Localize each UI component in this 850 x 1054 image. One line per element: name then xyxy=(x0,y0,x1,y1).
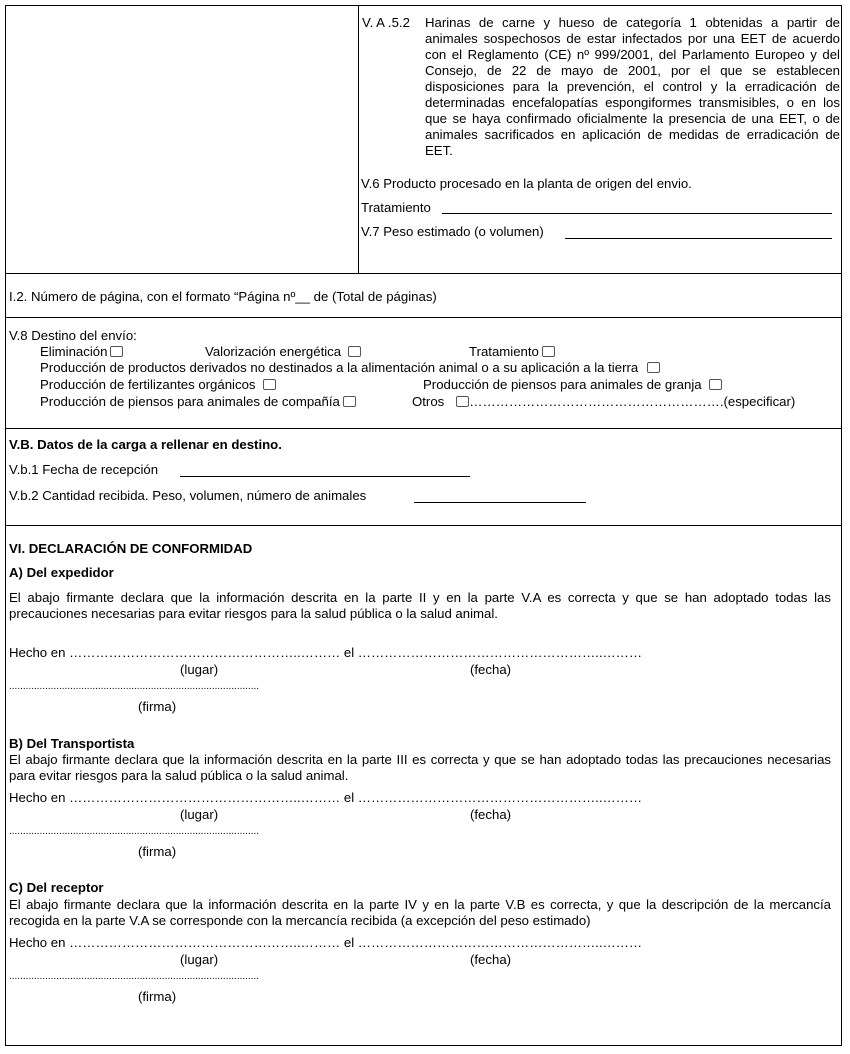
b-hecho: Hecho en ……………………………………………..……… el ………………………………………………..……… xyxy=(9,790,643,805)
top-divider xyxy=(358,5,359,273)
va52-number: V. A .5.2 xyxy=(362,15,410,30)
c-hecho: Hecho en ……………………………………………..……… el ………………………………………………..……… xyxy=(9,935,643,950)
otros-label: Otros xyxy=(412,394,445,409)
produccion-no-alim-checkbox[interactable] xyxy=(647,362,660,373)
page-number-text: I.2. Número de página, con el formato “Página nº__ de (Total de páginas) xyxy=(9,289,437,304)
opt-piensos-granja xyxy=(423,377,722,393)
opt-valorizacion xyxy=(205,344,361,360)
v7-line xyxy=(565,238,832,239)
destino-title: V.8 Destino del envío: xyxy=(9,328,137,343)
divider-1 xyxy=(5,273,842,274)
tratamiento-line xyxy=(442,213,832,214)
vb-title: V.B. Datos de la carga a rellenar en destino. xyxy=(9,437,282,452)
otros-specify: ………………………………………………….(especificar) xyxy=(469,394,796,409)
b-lugar: (lugar) xyxy=(180,807,219,822)
opt-piensos-compania xyxy=(40,394,356,410)
b-firma-line: .......................................................................................... xyxy=(9,826,260,837)
c-fecha: (fecha) xyxy=(470,952,512,967)
produccion-no-alim-label: Producción de productos derivados no destinados a la alimentación animal o a su aplicación a la tierra xyxy=(40,360,639,375)
c-firma-line: .......................................................................................... xyxy=(9,971,260,982)
a-firma-line: .......................................................................................... xyxy=(9,681,260,692)
a-title: A) Del expedidor xyxy=(9,565,114,580)
c-text: El abajo firmante declara que la información descrita en la parte IV y en la parte V.B es correcta, y que la descripción de la mercancía recogida en la parte V.A se corresponde con la mercancía recibida (a excepción del peso estimado) xyxy=(9,897,831,928)
vb2-label: V.b.2 Cantidad recibida. Peso, volumen, número de animales xyxy=(9,488,367,503)
v7-label: V.7 Peso estimado (o volumen) xyxy=(361,224,544,239)
vb2-line xyxy=(414,502,586,503)
eliminacion-checkbox[interactable] xyxy=(110,346,123,357)
a-lugar: (lugar) xyxy=(180,662,219,677)
tratamiento-option-label: Tratamiento xyxy=(469,344,539,359)
vb1-line xyxy=(180,476,470,477)
piensos-granja-label: Producción de piensos para animales de granja xyxy=(423,377,702,392)
b-fecha: (fecha) xyxy=(470,807,512,822)
b-text: El abajo firmante declara que la información descrita en la parte III es correcta y que se han adoptado todas las precauciones necesarias para evitar riesgos para la salud pública o la salud animal. xyxy=(9,752,831,783)
opt-eliminacion xyxy=(40,344,123,360)
c-firma: (firma) xyxy=(138,989,177,1004)
opt-tratamiento xyxy=(469,344,555,360)
a-firma: (firma) xyxy=(138,699,177,714)
vb1-label: V.b.1 Fecha de recepción xyxy=(9,462,159,477)
a-text: El abajo firmante declara que la información descrita en la parte II y en la parte V.A es correcta y que se han adoptado todas las precauciones necesarias para evitar riesgos para la salud pública o la salud animal. xyxy=(9,590,831,621)
c-lugar: (lugar) xyxy=(180,952,219,967)
opt-otros xyxy=(412,394,795,410)
opt-fertilizantes xyxy=(40,377,276,393)
eliminacion-label: Eliminación xyxy=(40,344,108,359)
piensos-compania-checkbox[interactable] xyxy=(343,396,356,407)
divider-2 xyxy=(5,317,842,318)
c-title: C) Del receptor xyxy=(9,880,104,895)
tratamiento-checkbox[interactable] xyxy=(542,346,555,357)
piensos-compania-label: Producción de piensos para animales de compañía xyxy=(40,394,340,409)
b-firma: (firma) xyxy=(138,844,177,859)
divider-3 xyxy=(5,428,842,429)
valorizacion-checkbox[interactable] xyxy=(348,346,361,357)
a-hecho: Hecho en ……………………………………………..……… el ………………………………………………..……… xyxy=(9,645,643,660)
piensos-granja-checkbox[interactable] xyxy=(709,379,722,390)
b-title: B) Del Transportista xyxy=(9,736,135,751)
v6-text: V.6 Producto procesado en la planta de origen del envio. xyxy=(361,176,692,191)
opt-produccion-no-alim xyxy=(40,360,660,376)
valorizacion-label: Valorización energética xyxy=(205,344,342,359)
otros-checkbox[interactable] xyxy=(456,396,469,407)
a-fecha: (fecha) xyxy=(470,662,512,677)
fertilizantes-checkbox[interactable] xyxy=(263,379,276,390)
va52-text: Harinas de carne y hueso de categoría 1 obtenidas a partir de animales sospechosos de estar infectados por una EET de acuerdo con el Reglamento (CE) nº 999/2001, del Parlamento Europeo y del Consejo, de 22 de mayo de 2001, por el que se establecen disposiciones para la prevención, el control y la erradicación de determinadas encefalopatías espongiformes transmisibles, o en los que se haya confirmado oficialmente la presencia de una EET, o de animales sacrificados en aplicación de medidas de erradicación de EET. xyxy=(425,15,840,158)
divider-4 xyxy=(5,525,842,526)
fertilizantes-label: Producción de fertilizantes orgánicos xyxy=(40,377,256,392)
tratamiento-label: Tratamiento xyxy=(361,200,431,215)
vi-title: VI. DECLARACIÓN DE CONFORMIDAD xyxy=(9,541,253,556)
